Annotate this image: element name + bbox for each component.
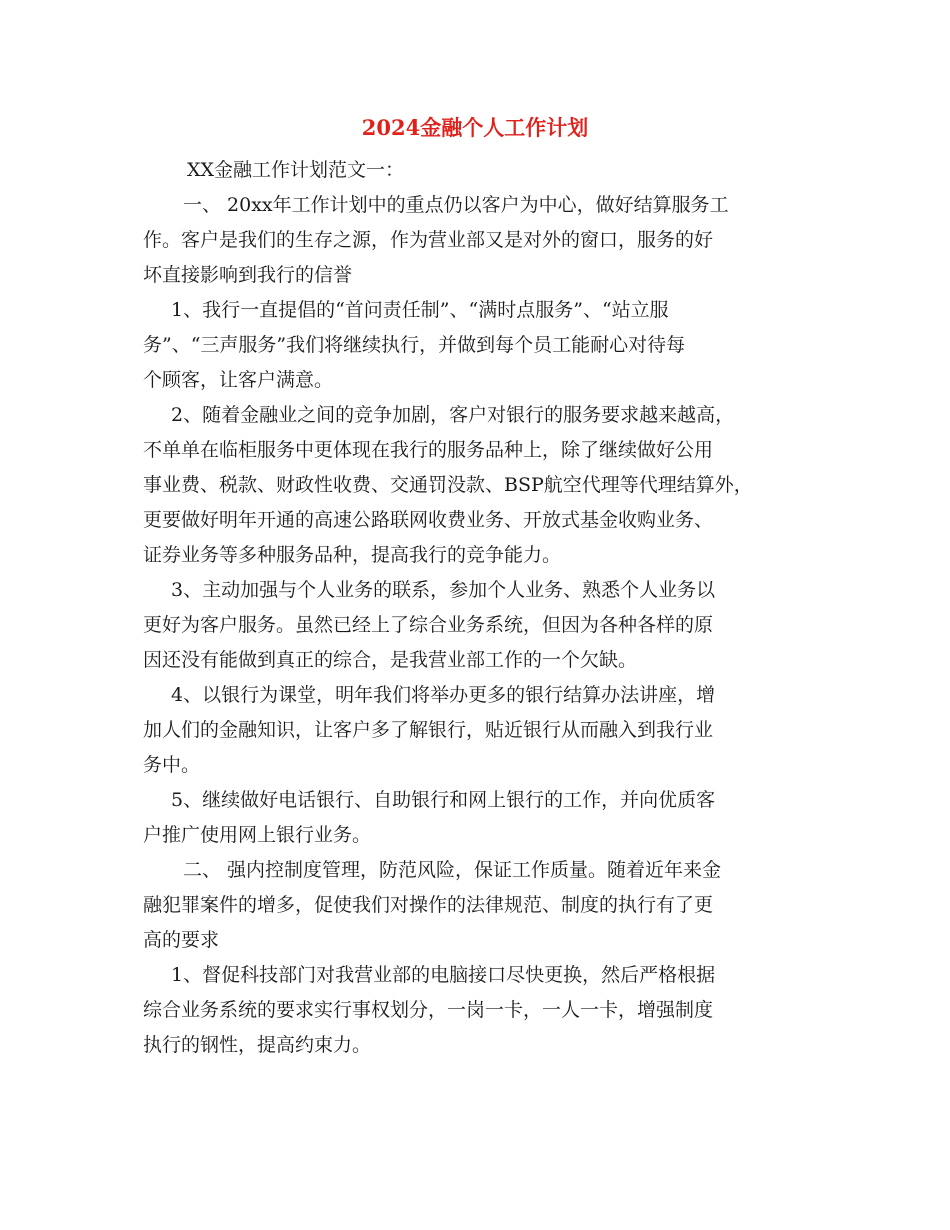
paragraph-line: 融犯罪案件的增多，促使我们对操作的法律规范、制度的执行有了更 — [143, 894, 714, 916]
paragraph-line: 更要做好明年开通的高速公路联网收费业务、开放式基金收购业务、 — [143, 509, 714, 531]
paragraph-line: 加人们的金融知识，让客户多了解银行，贴近银行从而融入到我行业 — [143, 719, 714, 741]
document-title: 2024金融个人工作计划 — [361, 115, 589, 140]
paragraph-line: 证券业务等多种服务品种，提高我行的竞争能力。 — [143, 544, 562, 566]
paragraph-line: 3、主动加强与个人业务的联系，参加个人业务、熟悉个人业务以 — [171, 579, 716, 601]
paragraph-line: 事业费、税款、财政性收费、交通罚没款、BSP航空代理等代理结算外， — [143, 474, 753, 496]
paragraph-line: 务”、“三声服务”我们将继续执行，并做到每个员工能耐心对待每 — [143, 334, 686, 356]
paragraph-line: 因还没有能做到真正的综合，是我营业部工作的一个欠缺。 — [143, 649, 638, 671]
paragraph-line: 1、督促科技部门对我营业部的电脑接口尽快更换，然后严格根据 — [171, 964, 716, 986]
paragraph-line: 2、随着金融业之间的竞争加剧，客户对银行的服务要求越来越高， — [171, 404, 735, 426]
document-body — [143, 153, 823, 1063]
paragraph-line: 作。客户是我们的生存之源，作为营业部又是对外的窗口，服务的好 — [143, 229, 714, 251]
section-heading: XX金融工作计划范文一： — [187, 159, 405, 181]
paragraph-line: 执行的钢性，提高约束力。 — [143, 1034, 372, 1056]
paragraph-line: 坏直接影响到我行的信誉 — [143, 264, 353, 286]
paragraph-line: 二、 强内控制度管理，防范风险，保证工作质量。随着近年来金 — [183, 859, 722, 881]
paragraph-line: 5、继续做好电话银行、自助银行和网上银行的工作，并向优质客 — [171, 789, 716, 811]
paragraph-line: 高的要求 — [143, 929, 220, 951]
paragraph-line: 务中。 — [143, 754, 201, 776]
paragraph-line: 综合业务系统的要求实行事权划分，一岗一卡，一人一卡，增强制度 — [143, 999, 714, 1021]
paragraph-line: 更好为客户服务。虽然已经上了综合业务系统，但因为各种各样的原 — [143, 614, 714, 636]
paragraph-line: 1、我行一直提倡的“首问责任制”、“满时点服务”、“站立服 — [171, 299, 669, 321]
paragraph-line: 4、以银行为课堂，明年我们将举办更多的银行结算办法讲座，增 — [171, 684, 716, 706]
paragraph-line: 不单单在临柜服务中更体现在我行的服务品种上，除了继续做好公用 — [143, 439, 714, 461]
paragraph-line: 个顾客，让客户满意。 — [143, 369, 334, 391]
paragraph-line: 一、 20xx年工作计划中的重点仍以客户为中心，做好结算服务工 — [183, 194, 729, 216]
paragraph-line: 户推广使用网上银行业务。 — [143, 824, 372, 846]
